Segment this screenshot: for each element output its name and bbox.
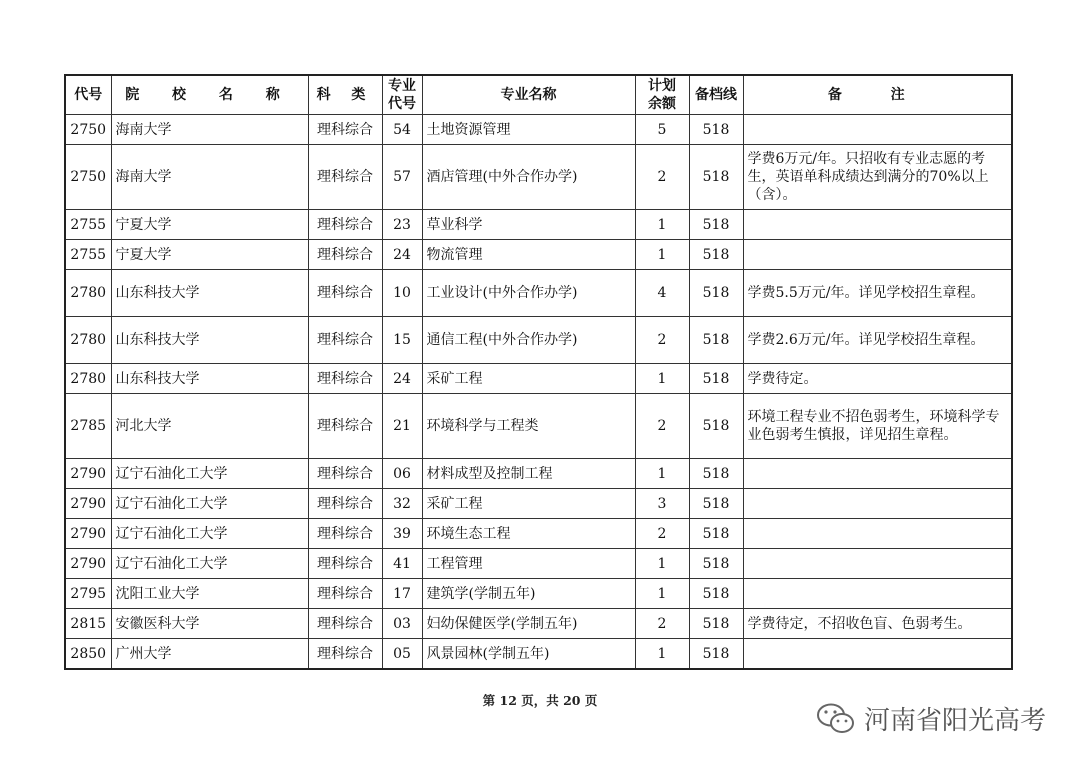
table-row [65,639,1012,670]
cell-school: 安徽医科大学 [111,609,308,639]
cell-plan: 1 [635,549,689,579]
cell-note [743,579,1012,609]
cell-major-code: 06 [382,459,422,489]
cell-major-code: 10 [382,270,422,317]
cell-code: 2780 [65,317,111,364]
cell-major-code: 05 [382,639,422,670]
cell-subject: 理科综合 [308,145,382,210]
cell-cutoff: 518 [689,394,743,459]
header-code: 代号 [65,75,111,115]
cell-code: 2755 [65,210,111,240]
cell-subject: 理科综合 [308,459,382,489]
cell-cutoff: 518 [689,489,743,519]
cell-plan: 4 [635,270,689,317]
cell-cutoff: 518 [689,240,743,270]
cell-major-code: 23 [382,210,422,240]
cell-cutoff: 518 [689,549,743,579]
header-plan-balance: 计划 余额 [635,75,689,115]
cell-major-code: 21 [382,394,422,459]
cell-subject: 理科综合 [308,489,382,519]
cell-major-code: 57 [382,145,422,210]
cell-cutoff: 518 [689,519,743,549]
table-row [65,240,1012,270]
cell-plan: 1 [635,579,689,609]
header-cutoff: 备档线 [689,75,743,115]
cell-note: 学费6万元/年。只招收有专业志愿的考生，英语单科成绩达到满分的70%以上（含）。 [743,145,1012,210]
wechat-icon [816,702,856,736]
cell-plan: 2 [635,519,689,549]
cell-major-code: 39 [382,519,422,549]
table-row [65,270,1012,317]
cell-plan: 2 [635,317,689,364]
cell-code: 2790 [65,459,111,489]
cell-school: 广州大学 [111,639,308,670]
table-row [65,459,1012,489]
cell-major: 环境生态工程 [422,519,635,549]
cell-subject: 理科综合 [308,579,382,609]
cell-code: 2750 [65,115,111,145]
cell-subject: 理科综合 [308,240,382,270]
cell-note: 学费待定，不招收色盲、色弱考生。 [743,609,1012,639]
cell-code: 2790 [65,549,111,579]
table-row [65,145,1012,210]
cell-school: 宁夏大学 [111,240,308,270]
cell-cutoff: 518 [689,145,743,210]
cell-cutoff: 518 [689,317,743,364]
cell-code: 2815 [65,609,111,639]
cell-note: 学费5.5万元/年。详见学校招生章程。 [743,270,1012,317]
cell-note [743,519,1012,549]
cell-major: 通信工程(中外合作办学) [422,317,635,364]
cell-subject: 理科综合 [308,549,382,579]
cell-subject: 理科综合 [308,519,382,549]
cell-subject: 理科综合 [308,115,382,145]
cell-subject: 理科综合 [308,364,382,394]
cell-code: 2750 [65,145,111,210]
cell-subject: 理科综合 [308,317,382,364]
cell-major: 酒店管理(中外合作办学) [422,145,635,210]
brand-watermark [816,700,1046,737]
cell-plan: 2 [635,394,689,459]
cell-major: 土地资源管理 [422,115,635,145]
table-row [65,115,1012,145]
cell-plan: 1 [635,639,689,670]
cell-note [743,549,1012,579]
header-remarks: 备 注 [743,75,1012,115]
cell-school: 宁夏大学 [111,210,308,240]
cell-major: 建筑学(学制五年) [422,579,635,609]
cell-code: 2755 [65,240,111,270]
cell-subject: 理科综合 [308,609,382,639]
cell-plan: 2 [635,145,689,210]
cell-note: 环境工程专业不招色弱考生，环境科学专业色弱考生慎报，详见招生章程。 [743,394,1012,459]
header-major-name: 专业名称 [422,75,635,115]
brand-name: 河南省阳光高考 [863,706,1046,736]
cell-school: 山东科技大学 [111,317,308,364]
cell-major-code: 41 [382,549,422,579]
cell-cutoff: 518 [689,459,743,489]
cell-note [743,459,1012,489]
cell-major-code: 03 [382,609,422,639]
cell-subject: 理科综合 [308,270,382,317]
cell-major-code: 17 [382,579,422,609]
cell-plan: 3 [635,489,689,519]
table-row [65,549,1012,579]
cell-plan: 1 [635,210,689,240]
table-row [65,317,1012,364]
cell-subject: 理科综合 [308,394,382,459]
cell-major-code: 54 [382,115,422,145]
cell-plan: 2 [635,609,689,639]
cell-major: 物流管理 [422,240,635,270]
cell-plan: 5 [635,115,689,145]
cell-note: 学费2.6万元/年。详见学校招生章程。 [743,317,1012,364]
table-row [65,609,1012,639]
cell-school: 海南大学 [111,145,308,210]
cell-school: 辽宁石油化工大学 [111,549,308,579]
cell-code: 2850 [65,639,111,670]
cell-note [743,489,1012,519]
table-row [65,519,1012,549]
cell-school: 山东科技大学 [111,270,308,317]
table-row [65,489,1012,519]
cell-code: 2790 [65,519,111,549]
header-school: 院 校 名 称 [111,75,308,115]
cell-major: 采矿工程 [422,364,635,394]
header-row [65,75,1012,115]
header-subject: 科 类 [308,75,382,115]
cell-code: 2780 [65,364,111,394]
cell-major: 工程管理 [422,549,635,579]
admission-table [64,74,1013,670]
cell-code: 2780 [65,270,111,317]
cell-school: 辽宁石油化工大学 [111,519,308,549]
cell-major: 材料成型及控制工程 [422,459,635,489]
cell-code: 2795 [65,579,111,609]
cell-major: 工业设计(中外合作办学) [422,270,635,317]
cell-cutoff: 518 [689,364,743,394]
cell-school: 山东科技大学 [111,364,308,394]
cell-cutoff: 518 [689,270,743,317]
cell-major: 妇幼保健医学(学制五年) [422,609,635,639]
cell-major-code: 24 [382,364,422,394]
cell-note: 学费待定。 [743,364,1012,394]
cell-major: 环境科学与工程类 [422,394,635,459]
cell-major: 风景园林(学制五年) [422,639,635,670]
cell-cutoff: 518 [689,210,743,240]
table-row [65,579,1012,609]
cell-cutoff: 518 [689,609,743,639]
cell-cutoff: 518 [689,579,743,609]
cell-major-code: 15 [382,317,422,364]
cell-note [743,210,1012,240]
table-row [65,364,1012,394]
cell-school: 沈阳工业大学 [111,579,308,609]
cell-note [743,639,1012,670]
cell-school: 辽宁石油化工大学 [111,489,308,519]
cell-subject: 理科综合 [308,210,382,240]
cell-major: 草业科学 [422,210,635,240]
cell-school: 辽宁石油化工大学 [111,459,308,489]
cell-major: 采矿工程 [422,489,635,519]
cell-plan: 1 [635,240,689,270]
header-major-code: 专业 代号 [382,75,422,115]
table-row [65,394,1012,459]
cell-note [743,240,1012,270]
cell-plan: 1 [635,364,689,394]
table-row [65,210,1012,240]
cell-code: 2790 [65,489,111,519]
cell-major-code: 24 [382,240,422,270]
cell-school: 海南大学 [111,115,308,145]
cell-note [743,115,1012,145]
cell-school: 河北大学 [111,394,308,459]
cell-major-code: 32 [382,489,422,519]
cell-subject: 理科综合 [308,639,382,670]
cell-plan: 1 [635,459,689,489]
cell-code: 2785 [65,394,111,459]
page-number: 第 12 页，共 20 页 [482,693,598,708]
cell-cutoff: 518 [689,639,743,670]
cell-cutoff: 518 [689,115,743,145]
